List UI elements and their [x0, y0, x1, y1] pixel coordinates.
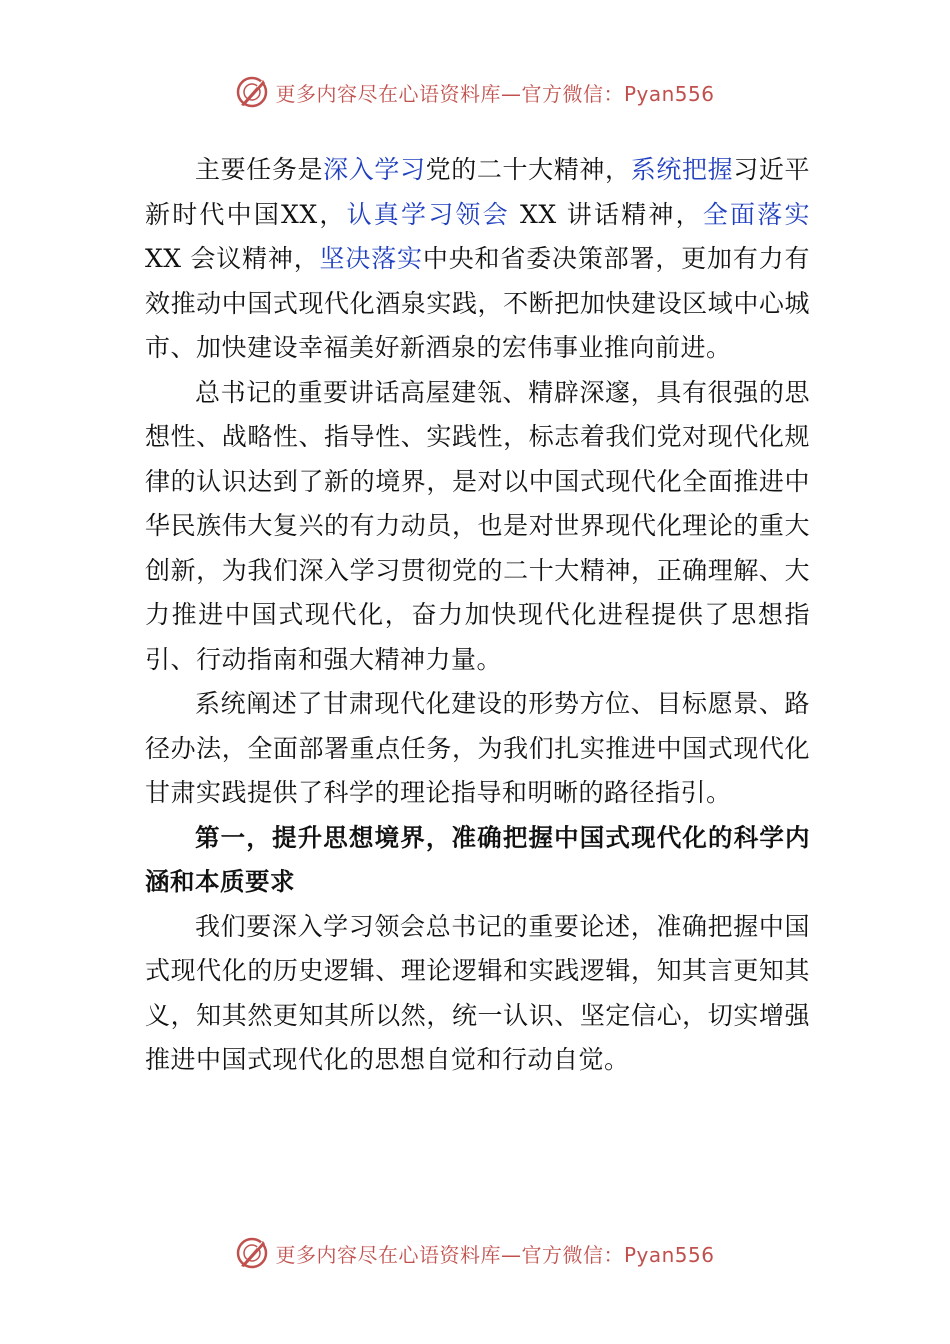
p1-highlight-3: 认真学习领会 — [346, 199, 510, 229]
paragraph-4: 我们要深入学习领会总书记的重要论述，准确把握中国式现代化的历史逻辑、理论逻辑和实践逻辑，知其言更知其义，知其然更知其所以然，统一认识、坚定信心，切实增强推进中国式现代化的思想自觉和行动自觉。 — [145, 911, 810, 1074]
p1-text-6: 中央和省委决策部署，更加有力有效推动中国式现代化酒泉实践，不断把加快建设区域中心城市、加快建设幸福美好新酒泉的宏伟事业推向前进。 — [145, 244, 810, 362]
quill-seal-logo-icon — [235, 75, 269, 109]
p1-text-1: 主要任务是 — [195, 155, 324, 184]
p1-highlight-2: 系统把握 — [630, 155, 734, 184]
p1-highlight-4: 全面落实 — [702, 199, 810, 229]
header-banner — [0, 72, 950, 112]
p1-highlight-1: 深入学习 — [323, 155, 426, 184]
paragraph-1 — [145, 148, 810, 371]
p1-highlight-5: 坚决落实 — [319, 244, 423, 273]
p1-text-3: 习近平新时代中国XX， — [145, 155, 810, 229]
p1-text-2: 党的二十大精神， — [425, 155, 631, 184]
section-heading-1: 第一，提升思想境界，准确把握中国式现代化的科学内涵和本质要求 — [145, 822, 810, 896]
p1-text-4: XX 讲话精神， — [509, 199, 703, 229]
footer-banner-text: 更多内容尽在心语资料库—官方微信：Pyan556 — [275, 1242, 715, 1267]
paragraph-2: 总书记的重要讲话高屋建瓴、精辟深邃，具有很强的思想性、战略性、指导性、实践性，标志着我们党对现代化规律的认识达到了新的境界，是对以中国式现代化全面推进中华民族伟大复兴的有力动员，也是对世界现代化理论的重大创新，为我们深入学习贯彻党的二十大精神，正确理解、大力推进中国式现代化，奋力加快现代化进程提供了思想指引、行动指南和强大精神力量。 — [145, 377, 810, 674]
header-banner-text: 更多内容尽在心语资料库—官方微信：Pyan556 — [275, 81, 715, 106]
document-body — [145, 148, 810, 1083]
quill-seal-logo-icon — [235, 1236, 269, 1270]
paragraph-3: 系统阐述了甘肃现代化建设的形势方位、目标愿景、路径办法，全面部署重点任务，为我们扎实推进中国式现代化甘肃实践提供了科学的理论指导和明晰的路径指引。 — [145, 689, 810, 807]
p1-text-5: XX 会议精神， — [145, 244, 320, 273]
footer-banner — [0, 1233, 950, 1273]
